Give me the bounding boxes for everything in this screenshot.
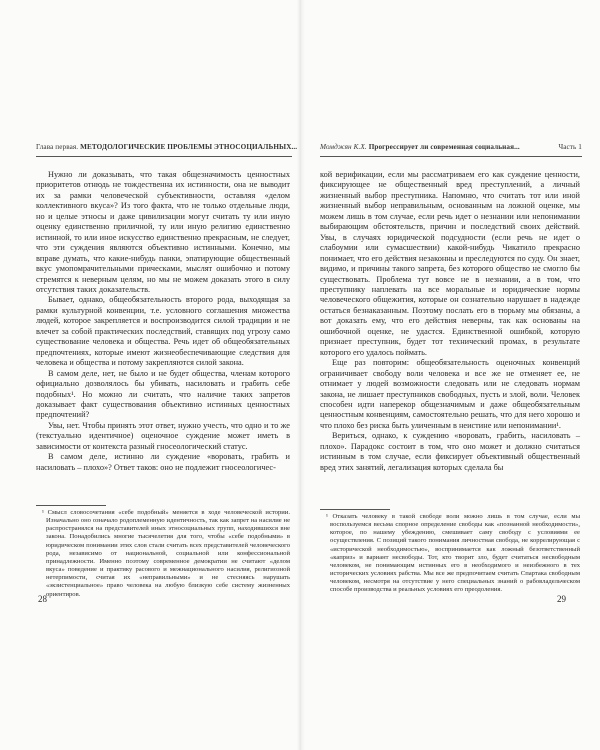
right-footnote-rule (320, 509, 390, 510)
right-body-text (320, 170, 580, 473)
left-header-title: МЕТОДОЛОГИЧЕСКИЕ ПРОБЛЕМЫ ЭТНОСОЦИАЛЬНЫХ... (80, 143, 298, 151)
right-running-header (320, 143, 582, 151)
right-header-title: Прогрессирует ли современная социальная... (368, 143, 520, 151)
paragraph: Нужно ли доказывать, что такая общезначимость ценностных приоритетов отнюдь не тождественна их истинности, она не выводит их за рамки человеческой субъективности, оставляя «делом коллективного вкуса»? Из того факта, что не только отдельные люди, но и целые этносы и даже цивилизации могут считать ту или иную оценку единственно приличной, ту или иную религию единственно истинной, то или иное искусство единственно прекрасным, не следует, что эти суждения являются объективно истинными. Конечно, мы вправе думать, что какие-нибудь панки, эпатирующие общественный вкус умопомрачительными прическами, мыслят ошибочно и потому стремятся к неверным целям, но мы не можем доказать этого в силу отсутствия таких доказательств. (36, 170, 290, 294)
right-header-rule (320, 156, 582, 157)
left-header-rule (36, 156, 292, 157)
paragraph: Бывает, однако, общеобязательность второго рода, выходящая за рамки культурной конвенции, т.е. условного соглашения множества людей, которое закрепляется и воспроизводится силой традиции и не влечет за собой практических последствий, ставящих под угрозу само существование человека и общества. Речь идет об общеобязательных предпочтениях, которые имеют жизнеобеспечивающие следствия для человека и общества и потому закрепляются силой закона. (36, 295, 290, 368)
footnote-text: ¹ Отказать человеку в такой свободе воли можно лишь в том случае, если мы воспользуемся весьма спорное определение свободы как «познанной необходимости», которое, по нашему убеждению, смешивает саму свободу с условиями ее осуществления. С позиций такого понимания личностная свобода, не коррелирующая с «исторической необходимостью», воспринимается как ложный безответственный «каприз» и вариант несвободы. Тот, кто творит зло, будет считаться несвободным человеком, не понимающим истинных его в необходимого и неизбежного в тех исторических условиях рабства. Мы все же предпочитаем считать Спартака свободным человеком, несмотря на отсутствие у него специальных знаний о рабовладельческом способе производства и реальных условиях его преодоления. (326, 513, 580, 594)
left-footnote (36, 509, 290, 599)
right-footnote (320, 513, 580, 595)
paragraph: В самом деле, нет, не было и не будет общества, членам которого официально дозволялось бы убивать, насиловать и грабить себе подобных¹. Но можно ли считать, что наличие таких запретов доказывает факт существования объективно истинных ценностных предпочтений? (36, 368, 290, 420)
right-page (300, 0, 600, 750)
paragraph: В самом деле, истинно ли суждение «воровать, грабить и насиловать – плохо»? Ответ таков: оно не подлежит гносеологичес- (36, 452, 290, 472)
left-footnote-rule (36, 505, 106, 506)
paragraph: Вериться, однако, к суждению «воровать, грабить, насиловать – плохо». Парадокс состоит в том, что оно может и должно считаться истинным в том случае, если фиксирует объективный общественный вред этих занятий, легализация которых сделала бы (320, 431, 580, 472)
left-page-number: 28 (38, 594, 47, 604)
left-header-chapter: Глава первая. (36, 143, 79, 151)
left-body-text (36, 170, 290, 473)
right-header-part: Часть 1 (558, 143, 582, 151)
paragraph: кой верификации, если мы рассматриваем его как суждение ценности, фиксирующее не общественный вред преступлений, а личный жизненный выбор преступника. Напомню, что считать тот или иной жизненный выбор неправильным, основанным на ложной оценке, мы можем лишь в том случае, если речь идет о незнании или непонимании выбирающим обстоятельств, причин и последствий своих действий. Увы, в случаях юридической подсудности (если речь не идет о слабоумии или сумасшествии) какой-нибудь Чикатило прекрасно понимает, что его действия незаконны и преследуются по суду. Он знает, видимо, и причины такого запрета, без которого общество не смогло бы существовать. Проблема тут вовсе не в незнании, а в том, что преступнику наплевать на все моральные и юридические нормы человеческого общежития, которые он сознательно нарушает в надежде остаться безнаказанным. Поэтому послать его в тюрьму мы обязаны, а вот доказать ему, что его действия неверны, так как основаны на ошибочной оценке, не удастся. Единственной ошибкой, которую признает преступник, будет тот технический промах, в результате которого его удалось поймать. (320, 170, 580, 357)
right-header-author: Момджян К.Х. (320, 143, 367, 151)
paragraph: Увы, нет. Чтобы принять этот ответ, нужно учесть, что одно и то же (текстуально идентичное) оценочное суждение может иметь в зависимости от контекста разный гносеологический статус. (36, 420, 290, 451)
left-running-header (36, 143, 298, 151)
paragraph: Еще раз повторим: общеобязательность оценочных конвенций ограничивает свободу воли человека и все же не отменяет ее, не отнимает у людей возможности следовать или не следовать нормам закона, не лишает преступников свободных, пусть и злой, воли. Человек способен идти наперекор общезначимым и даже общеобязательным ценностным конвенциям, самостоятельно решать, что для него хорошо и что плохо без риска быть уличенным в неистине или непонимании¹. (320, 358, 580, 430)
footnote-text: ¹ Смысл словосочетания «себе подобный» меняется в ходе человеческой истории. Изначально оно означало родоплеменную идентичность, так как запрет на насилие не распространялся на представителей иных этносоциальных групп, находившихся вне закона. Понадобились многие тысячелетия для того, чтобы «себе подобными» в юридическом понимании этих слов стали считать всех представителей человеческого рода, независимо от национальной, социальной или конфессиональной принадлежности. Именно поэтому современное демократии не считают «делом вкуса» поведение и практику расового и межнационального насилия, религиозной нетерпимости, считая их «неправильными» и не стесняясь нарушать «экзистенциальное» право человека на любую близкую себе систему жизненных ориентиров. (42, 509, 290, 598)
right-page-number: 29 (557, 594, 566, 604)
